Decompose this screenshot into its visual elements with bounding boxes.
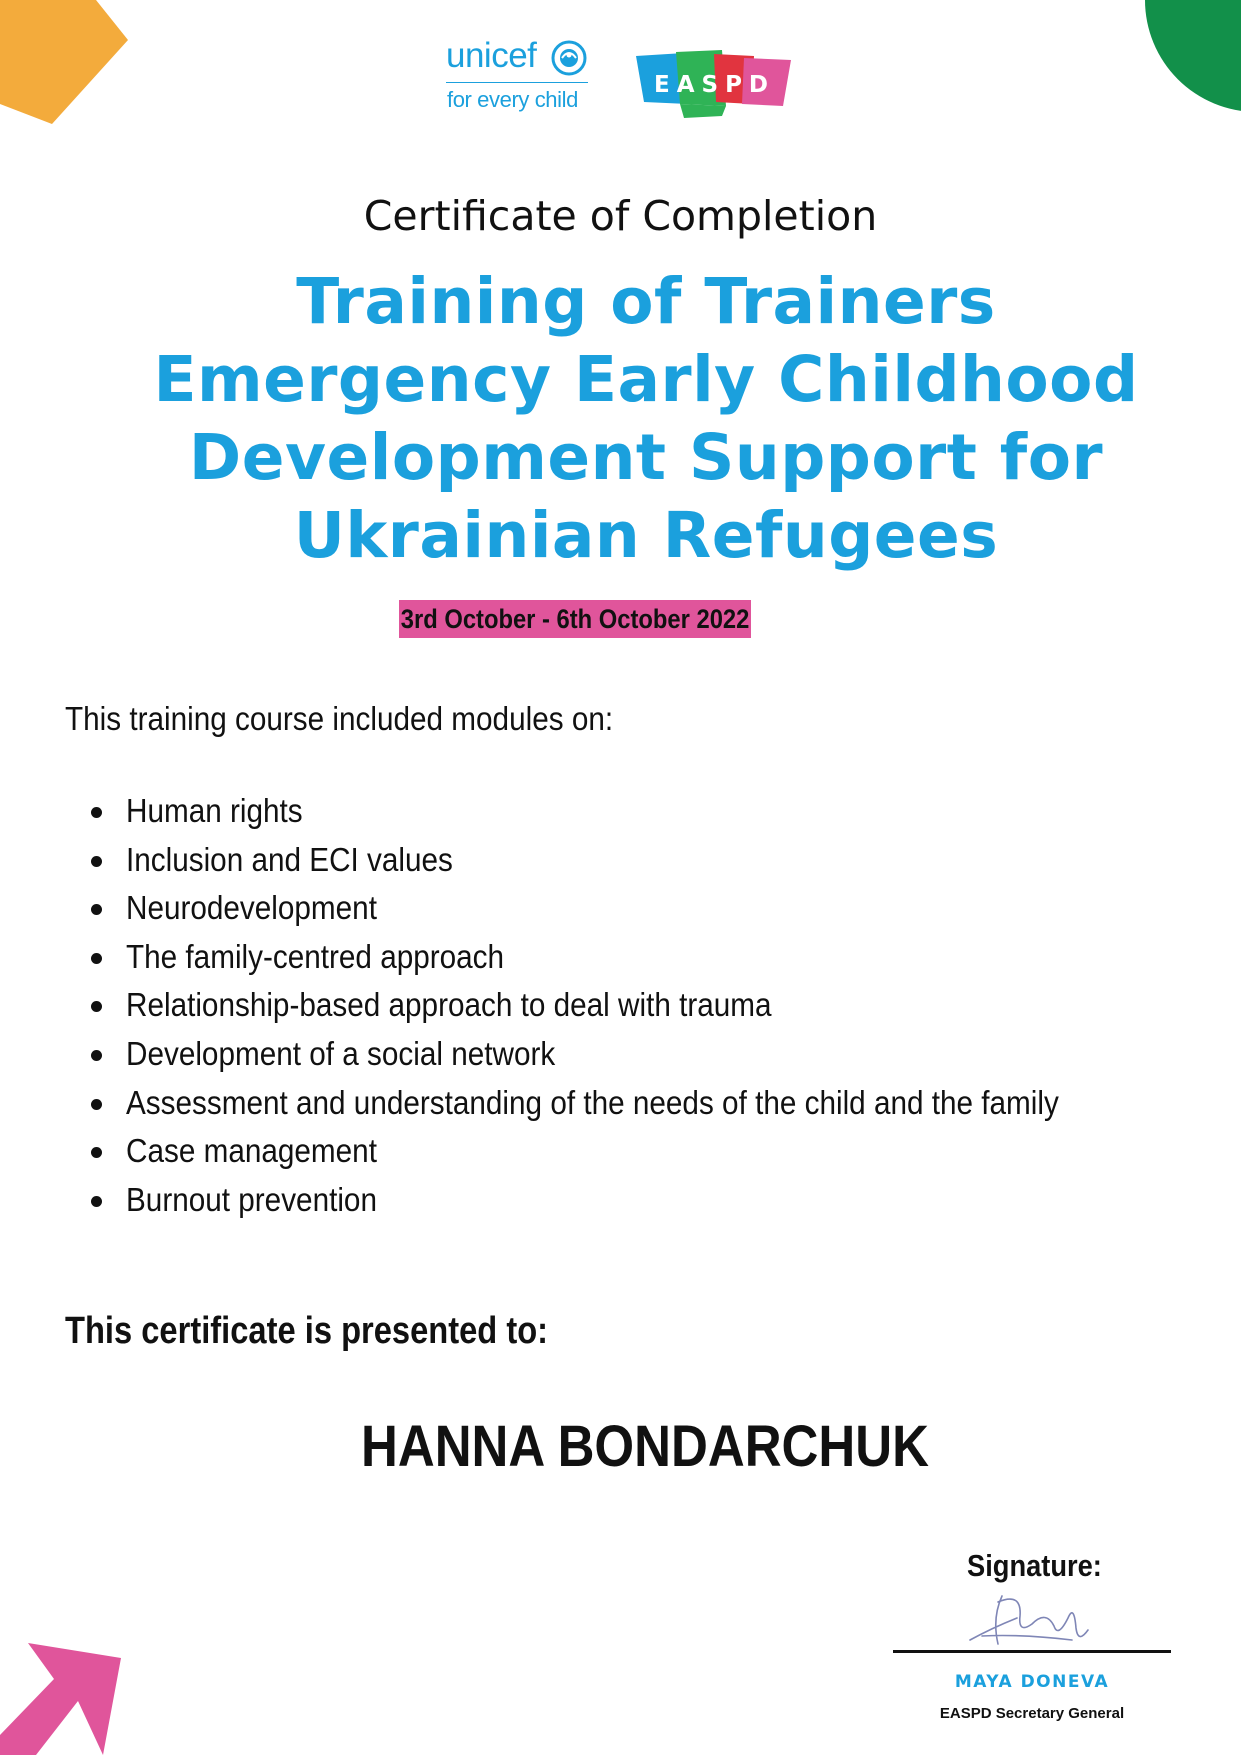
unicef-wordmark: unicef	[446, 36, 537, 75]
course-title	[60, 263, 1232, 575]
bullet-icon	[91, 1147, 102, 1158]
module-label: Development of a social network	[126, 1034, 556, 1072]
signature-scribble	[962, 1588, 1097, 1650]
module-label: Relationship-based approach to deal with trauma	[126, 986, 772, 1024]
bullet-icon	[91, 904, 102, 915]
unicef-logo	[446, 36, 596, 116]
signer-name: MAYA DONEVA	[954, 1672, 1110, 1692]
unicef-tagline: for every child	[447, 87, 578, 112]
module-label: Inclusion and ECI values	[126, 840, 453, 878]
module-label: Human rights	[126, 792, 303, 829]
module-label: The family-centred approach	[126, 937, 505, 975]
easpd-wordmark: EASPD	[654, 72, 776, 98]
course-dates: 3rd October - 6th October 2022	[399, 600, 751, 638]
unicef-globe-icon	[550, 39, 588, 77]
bullet-icon	[91, 1050, 102, 1061]
decor-orange-shape	[0, 0, 130, 126]
module-label: Case management	[126, 1132, 377, 1170]
module-label: Neurodevelopment	[126, 889, 377, 927]
unicef-divider	[446, 82, 588, 83]
bullet-icon	[91, 1196, 102, 1207]
signature-label: Signature:	[967, 1548, 1102, 1583]
signature-line	[893, 1650, 1171, 1653]
signer-role: EASPD Secretary General	[939, 1705, 1125, 1722]
bullet-icon	[91, 953, 102, 964]
course-title-line: Development Support for	[188, 421, 1104, 494]
decor-green-circle	[1145, 0, 1241, 116]
easpd-logo	[636, 50, 791, 120]
bullet-icon	[91, 807, 102, 818]
module-label: Assessment and understanding of the needs of the child and the family	[126, 1083, 1059, 1121]
bullet-icon	[91, 1099, 102, 1110]
course-title-line: Training of Trainers	[296, 265, 996, 338]
bullet-icon	[91, 1001, 102, 1012]
recipient-name: HANNA BONDARCHUK	[360, 1414, 930, 1479]
module-label: Burnout prevention	[126, 1180, 377, 1218]
arrow-up-right-icon	[0, 1643, 122, 1755]
bullet-icon	[91, 856, 102, 867]
modules-intro: This training course included modules on:	[65, 700, 614, 737]
course-title-line: Ukrainian Refugees	[293, 499, 999, 572]
course-title-line: Emergency Early Childhood	[153, 343, 1139, 416]
presented-to-label: This certificate is presented to:	[65, 1310, 549, 1352]
certificate-heading: Certificate of Completion	[363, 192, 878, 240]
